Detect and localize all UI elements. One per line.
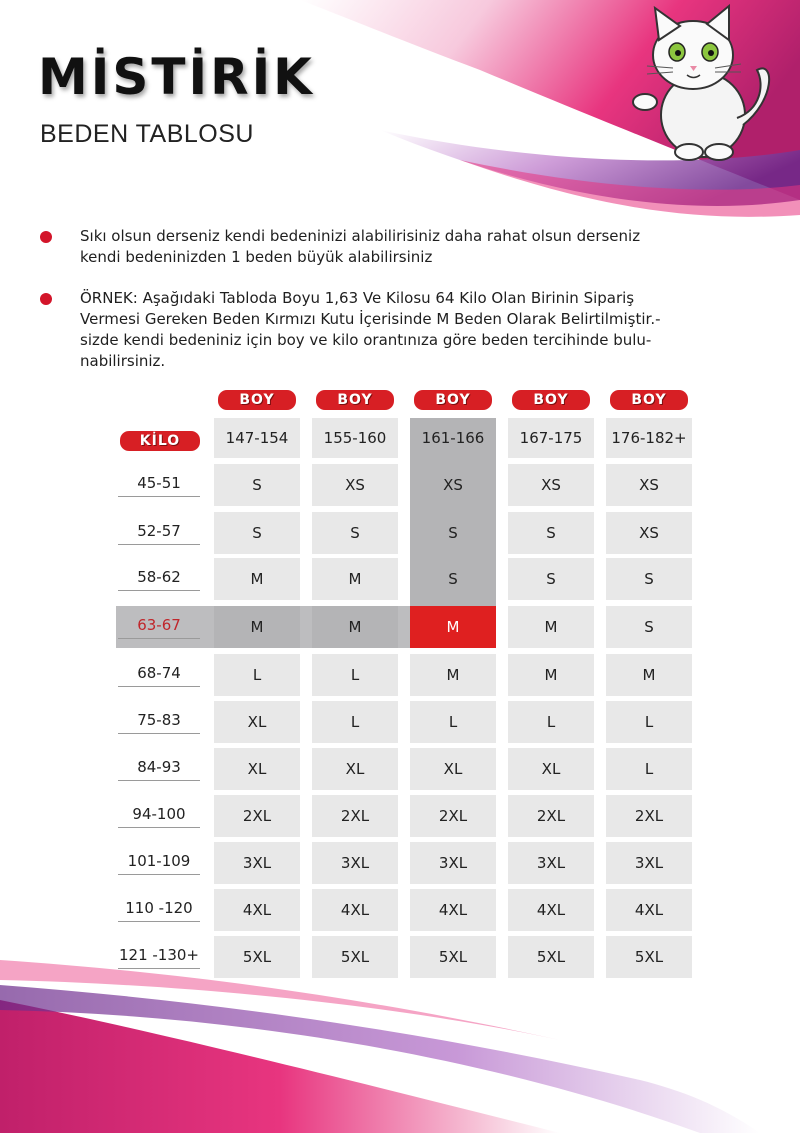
size-cell: 2XL xyxy=(410,795,496,837)
size-cell: 3XL xyxy=(606,842,692,884)
weight-range-label: 101-109 xyxy=(118,852,200,875)
size-cell: 3XL xyxy=(508,842,594,884)
size-cell: XS xyxy=(508,464,594,506)
size-cell: XL xyxy=(214,748,300,790)
boy-header-badge: BOY xyxy=(610,390,688,410)
size-cell: L xyxy=(606,701,692,743)
size-cell: M xyxy=(508,606,594,648)
size-cell: L xyxy=(410,701,496,743)
size-cell: S xyxy=(312,512,398,554)
cat-icon xyxy=(625,0,785,170)
boy-header-badge: BOY xyxy=(218,390,296,410)
boy-header-badge: BOY xyxy=(414,390,492,410)
size-cell: S xyxy=(508,512,594,554)
size-cell: 3XL xyxy=(410,842,496,884)
weight-range-label: 121 -130+ xyxy=(118,946,200,969)
note-fit-advice: Sıkı olsun derseniz kendi bedeninizi alabilirisiniz daha rahat olsun derseniz kendi bedeninizden 1 beden büyük alabilirsiniz xyxy=(80,227,641,266)
size-cell: L xyxy=(214,654,300,696)
height-range-header: 176-182+ xyxy=(606,418,692,458)
weight-range-label: 45-51 xyxy=(118,474,200,497)
size-cell: XL xyxy=(410,748,496,790)
size-cell: 5XL xyxy=(214,936,300,978)
size-cell: M xyxy=(410,654,496,696)
height-range-header: 161-166 xyxy=(410,418,496,458)
size-cell: 2XL xyxy=(508,795,594,837)
height-range-header: 147-154 xyxy=(214,418,300,458)
weight-range-label: 52-57 xyxy=(118,522,200,545)
size-cell: XS xyxy=(410,464,496,506)
size-cell: S xyxy=(606,558,692,600)
size-cell: L xyxy=(606,748,692,790)
size-cell: M xyxy=(214,606,300,648)
size-cell: 2XL xyxy=(606,795,692,837)
size-cell: S xyxy=(214,512,300,554)
weight-range-label: 110 -120 xyxy=(118,899,200,922)
size-cell: XL xyxy=(214,701,300,743)
size-cell: 5XL xyxy=(508,936,594,978)
size-cell: 4XL xyxy=(312,889,398,931)
size-cell: 3XL xyxy=(214,842,300,884)
size-cell: M xyxy=(606,654,692,696)
size-cell: 4XL xyxy=(606,889,692,931)
weight-range-label: 84-93 xyxy=(118,758,200,781)
size-cell: 5XL xyxy=(312,936,398,978)
recommended-size-cell: M xyxy=(410,606,496,648)
size-cell: S xyxy=(410,512,496,554)
size-cell: 2XL xyxy=(214,795,300,837)
kilo-header-badge: KİLO xyxy=(120,431,200,451)
size-cell: XS xyxy=(606,464,692,506)
size-cell: S xyxy=(214,464,300,506)
size-cell: 5XL xyxy=(606,936,692,978)
weight-range-label: 58-62 xyxy=(118,568,200,591)
size-cell: M xyxy=(508,654,594,696)
height-range-header: 155-160 xyxy=(312,418,398,458)
size-cell: S xyxy=(606,606,692,648)
size-cell: 4XL xyxy=(214,889,300,931)
brand-logo: MİSTİRİK xyxy=(38,48,315,106)
size-cell: XS xyxy=(312,464,398,506)
weight-range-label: 75-83 xyxy=(118,711,200,734)
height-range-header: 167-175 xyxy=(508,418,594,458)
size-cell: XS xyxy=(606,512,692,554)
size-cell: 2XL xyxy=(312,795,398,837)
size-cell: S xyxy=(410,558,496,600)
size-cell: 3XL xyxy=(312,842,398,884)
size-cell: 4XL xyxy=(508,889,594,931)
size-cell: L xyxy=(508,701,594,743)
size-cell: XL xyxy=(312,748,398,790)
size-cell: L xyxy=(312,654,398,696)
size-cell: M xyxy=(312,606,398,648)
weight-range-label: 68-74 xyxy=(118,664,200,687)
size-cell: XL xyxy=(508,748,594,790)
note-example: ÖRNEK: Aşağıdaki Tabloda Boyu 1,63 Ve Kilosu 64 Kilo Olan Birinin Sipariş Vermesi Gereken Beden Kırmızı Kutu İçerisinde M Beden Olarak Belirtilmiştir.- sizde kendi bedeniniz için boy ve kilo orantınıza göre beden tercihinde bulu- nabilirsiniz. xyxy=(80,289,661,370)
weight-range-label: 63-67 xyxy=(118,616,200,639)
boy-header-badge: BOY xyxy=(316,390,394,410)
bullet-icon xyxy=(40,293,52,305)
boy-header-badge: BOY xyxy=(512,390,590,410)
weight-range-label: 94-100 xyxy=(118,805,200,828)
size-cell: M xyxy=(312,558,398,600)
size-cell: M xyxy=(214,558,300,600)
size-cell: S xyxy=(508,558,594,600)
size-cell: L xyxy=(312,701,398,743)
size-cell: 5XL xyxy=(410,936,496,978)
page-title: BEDEN TABLOSU xyxy=(40,120,254,148)
bullet-icon xyxy=(40,231,52,243)
size-cell: 4XL xyxy=(410,889,496,931)
